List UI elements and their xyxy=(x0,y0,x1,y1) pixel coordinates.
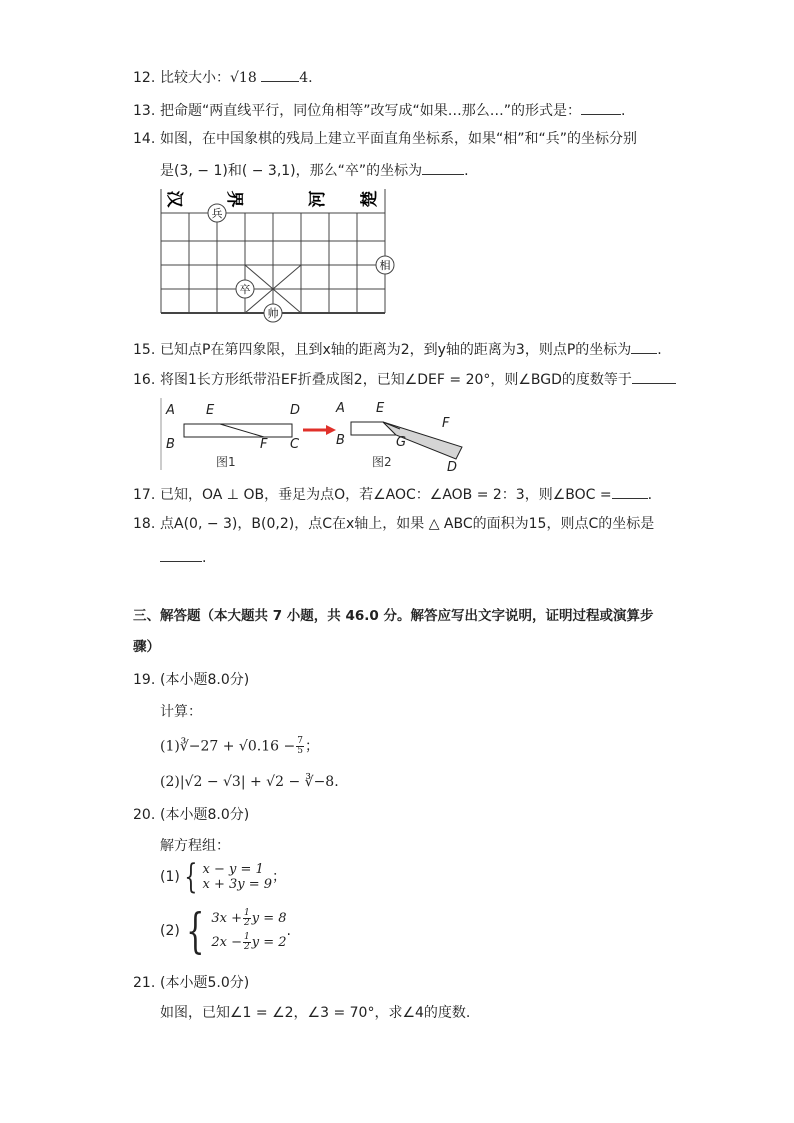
fig2-label-a: A xyxy=(336,401,345,416)
piece-xiang-label: 相 xyxy=(379,259,391,272)
question-number: 18. xyxy=(133,516,156,532)
question-number: 20. xyxy=(133,807,156,823)
fig2-label-f: F xyxy=(442,416,450,431)
math-expression: (2)|√2 − √3| + √2 − ∛−8. xyxy=(160,774,339,790)
question-18-line2 xyxy=(160,547,206,567)
question-number: 13. xyxy=(133,103,156,119)
fig2-caption: 图2 xyxy=(372,455,392,469)
question-19 xyxy=(133,671,249,689)
fig1-label-e: E xyxy=(206,403,215,418)
math-expression: √18 xyxy=(230,70,257,86)
fig1-label-b: B xyxy=(166,437,175,452)
q19-part1 xyxy=(160,737,319,756)
question-number: 15. xyxy=(133,342,156,358)
punctuation: . xyxy=(202,550,207,566)
piece-zu-label: 卒 xyxy=(239,283,251,296)
equation-row: 2x − $\frac{1}{2}$ y = 2 xyxy=(211,932,287,952)
question-number: 17. xyxy=(133,487,156,503)
question-21 xyxy=(133,974,249,992)
river-char-3: 河 xyxy=(308,190,328,208)
question-text: 已知，OA ⊥ OB，垂足为点O，若∠AOC：∠AOB = 2：3，则∠BOC = xyxy=(160,487,612,503)
q19-part2 xyxy=(160,773,339,791)
river-char-2: 界 xyxy=(224,190,244,208)
question-number: 21. xyxy=(133,975,156,991)
question-text: 如图，在中国象棋的残局上建立平面直角坐标系，如果“相”和“兵”的坐标分别 xyxy=(160,131,638,147)
piece-shuai xyxy=(264,304,282,322)
fig2-label-d: D xyxy=(447,460,458,472)
question-text: 是(3, − 1)和( − 3,1)，那么“卒”的坐标为 xyxy=(160,163,423,179)
piece-bing xyxy=(208,204,226,222)
q20-part1 xyxy=(160,857,287,897)
section-heading: 三、解答题（本大题共 7 小题，共 46.0 分。解答应写出文字说明，证明过程或演算步 xyxy=(133,608,654,624)
fraction: $\frac{7}{5}$ xyxy=(297,736,303,756)
math-expression: 4. xyxy=(299,70,313,86)
question-text: 把命题“两直线平行，同位角相等”改写成“如果…那么…”的形式是： xyxy=(160,103,582,119)
river-char-1: 汉 xyxy=(164,190,184,208)
q19-instruction: 计算： xyxy=(160,704,202,720)
question-14 xyxy=(133,130,637,148)
answer-blank xyxy=(631,339,657,354)
folding-figure xyxy=(160,396,470,472)
equation-row: x + 3y = 9 xyxy=(202,877,273,892)
question-score: (本小题8.0分) xyxy=(160,807,250,823)
fig1-label-f: F xyxy=(260,437,268,452)
equation-row: x − y = 1 xyxy=(202,862,264,877)
question-13 xyxy=(133,100,625,120)
question-18 xyxy=(133,515,654,533)
answer-blank xyxy=(581,100,621,115)
piece-zu xyxy=(236,280,254,298)
question-score: (本小题8.0分) xyxy=(160,672,250,688)
river-char-4: 楚 xyxy=(360,190,380,208)
equation-system: (2) { 3x + $\frac{1}{2}$ y = 8 2x − $\frac{1}{2}$ y = 2 . xyxy=(160,903,291,959)
fig2-label-b: B xyxy=(336,433,345,448)
piece-xiang xyxy=(376,256,394,274)
q21-text: 如图，已知∠1 = ∠2，∠3 = 70°，求∠4的度数. xyxy=(160,1005,471,1021)
fig1-label-d: D xyxy=(290,403,301,418)
fig1-label-a: A xyxy=(166,403,175,418)
question-17 xyxy=(133,484,652,504)
q20-instruction: 解方程组： xyxy=(160,838,230,854)
question-number: 14. xyxy=(133,131,156,147)
answer-blank xyxy=(422,160,464,175)
answer-blank xyxy=(632,369,676,384)
answer-blank xyxy=(160,547,202,562)
question-number: 19. xyxy=(133,672,156,688)
question-14-line2 xyxy=(160,160,469,180)
punctuation: . xyxy=(464,163,469,179)
punctuation: ； xyxy=(304,738,319,755)
question-score: (本小题5.0分) xyxy=(160,975,250,991)
answer-blank xyxy=(261,67,299,82)
fig2-label-g: G xyxy=(396,435,407,450)
question-text: 已知点P在第四象限，且到x轴的距离为2，到y轴的距离为3，则点P的坐标为 xyxy=(160,342,632,358)
equation-system: (1) { x − y = 1 x + 3y = 9 ； xyxy=(160,857,287,897)
question-text: 比较大小： xyxy=(160,70,230,86)
question-text: 将图1长方形纸带沿EF折叠成图2，已知∠DEF = 20°，则∠BGD的度数等于 xyxy=(160,372,632,388)
fig1-label-c: C xyxy=(290,437,300,452)
punctuation: . xyxy=(647,487,653,503)
equation-row: 3x + $\frac{1}{2}$ y = 8 xyxy=(211,908,287,928)
chess-board-figure xyxy=(155,183,395,323)
question-20 xyxy=(133,806,249,824)
q20-part2 xyxy=(160,903,291,959)
fig2-label-e: E xyxy=(376,401,385,416)
question-16 xyxy=(133,369,676,389)
question-number: 12. xyxy=(133,70,156,86)
fig1-caption: 图1 xyxy=(216,455,236,469)
punctuation: . xyxy=(621,103,626,119)
question-15 xyxy=(133,339,662,359)
piece-bing-label: 兵 xyxy=(211,207,223,220)
punctuation: . xyxy=(657,342,662,358)
question-number: 16. xyxy=(133,372,156,388)
answer-blank xyxy=(612,484,648,499)
question-text: 点A(0, − 3)，B(0,2)，点C在x轴上，如果 △ ABC的面积为15，则点C的坐标是 xyxy=(160,516,655,532)
math-expression: (1)∛−27 + √0.16 − xyxy=(160,738,296,755)
section-heading-line2: 骤） xyxy=(133,639,160,655)
piece-shuai-label: 帅 xyxy=(267,307,279,320)
arrow-head-icon xyxy=(326,425,336,435)
question-12 xyxy=(133,67,313,87)
